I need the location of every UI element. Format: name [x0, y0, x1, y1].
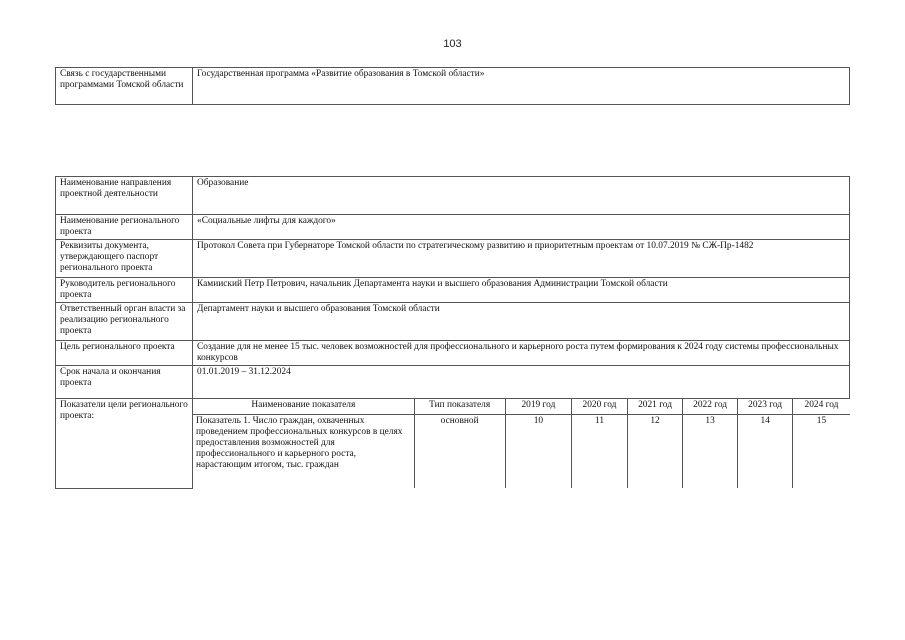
column-header: Тип показателя — [414, 399, 505, 414]
page-number: 103 — [443, 38, 462, 50]
indicator-value-2021: 12 — [627, 414, 683, 488]
table-row — [56, 399, 850, 489]
table-row — [56, 278, 850, 303]
column-header: Наименование показателя — [193, 399, 414, 414]
table-row — [56, 366, 850, 399]
indicator-name: Показатель 1. Число граждан, охваченных проведением профессиональных конкурсов в целях предоставления возможностей для профессионального и карьерного роста, нарастающим итогом, тыс. граждан — [193, 414, 414, 488]
period-value: 01.01.2019 – 31.12.2024 — [193, 366, 850, 399]
table-row — [56, 240, 850, 278]
table-row — [56, 68, 850, 105]
responsible-body-label: Ответственный орган власти за реализацию регионального проекта — [56, 303, 193, 341]
requisites-label: Реквизиты документа, утверждающего паспорт регионального проекта — [56, 240, 193, 278]
indicators-label: Показатели цели регионального проекта: — [56, 399, 193, 489]
responsible-body-value: Департамент науки и высшего образования Томской области — [193, 303, 850, 341]
indicators-cell — [193, 399, 850, 489]
goal-value: Создание для не менее 15 тыс. человек возможностей для профессионального и карьерного роста путем формирования к 2024 году системы профессиональных конкурсов — [193, 341, 850, 366]
table-row — [56, 303, 850, 341]
period-label: Срок начала и окончания проекта — [56, 366, 193, 399]
head-label: Руководитель регионального проекта — [56, 278, 193, 303]
column-header: 2019 год — [505, 399, 572, 414]
table-row — [56, 177, 850, 215]
indicator-type: основной — [414, 414, 505, 488]
direction-label: Наименование направления проектной деятельности — [56, 177, 193, 215]
head-value: Камииский Петр Петрович, начальник Департамента науки и высшего образования Администрации Томской области — [193, 278, 850, 303]
column-header: 2022 год — [683, 399, 738, 414]
project-passport-table — [55, 176, 850, 489]
indicator-row — [193, 414, 850, 488]
table-row — [56, 215, 850, 240]
indicators-table — [193, 399, 850, 488]
column-header: 2023 год — [737, 399, 793, 414]
requisites-value: Протокол Совета при Губернаторе Томской области по стратегическому развитию и приоритетным проектам от 10.07.2019 № СЖ-Пр-1482 — [193, 240, 850, 278]
link-label: Связь с государственными программами Томской области — [56, 68, 193, 105]
column-header: 2021 год — [627, 399, 683, 414]
indicator-value-2023: 14 — [737, 414, 793, 488]
state-programs-link-table — [55, 67, 850, 105]
column-header: 2020 год — [572, 399, 628, 414]
indicators-header-row — [193, 399, 850, 414]
column-header: 2024 год — [793, 399, 850, 414]
table-row — [56, 341, 850, 366]
indicator-value-2019: 10 — [505, 414, 572, 488]
direction-value: Образование — [193, 177, 850, 215]
project-name-value: «Социальные лифты для каждого» — [193, 215, 850, 240]
indicator-value-2020: 11 — [572, 414, 628, 488]
indicator-value-2024: 15 — [793, 414, 850, 488]
project-name-label: Наименование регионального проекта — [56, 215, 193, 240]
link-value: Государственная программа «Развитие образования в Томской области» — [193, 68, 850, 105]
indicator-value-2022: 13 — [683, 414, 738, 488]
goal-label: Цель регионального проекта — [56, 341, 193, 366]
